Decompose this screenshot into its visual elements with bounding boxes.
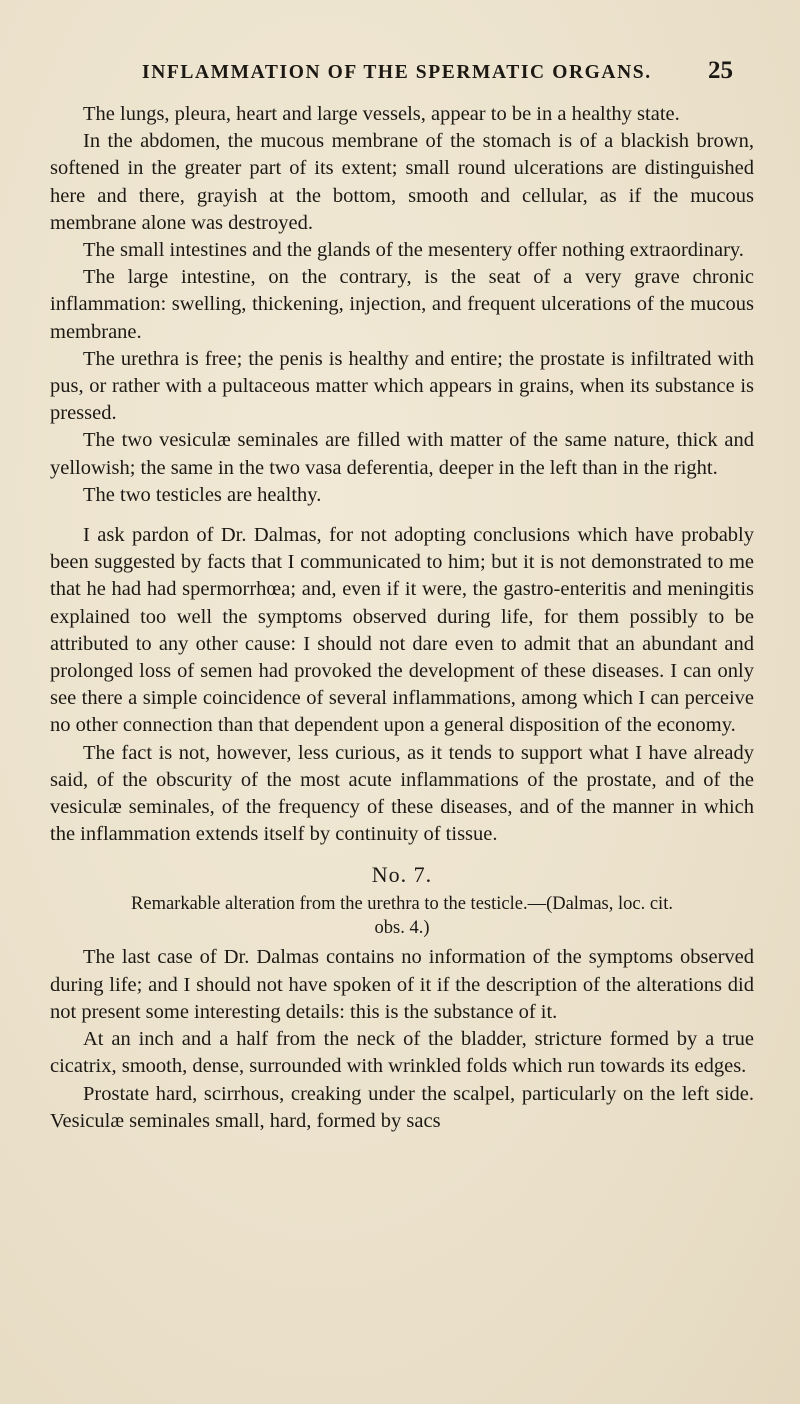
case-subtitle <box>50 892 754 940</box>
case-subtitle-line: Remarkable alteration from the urethra to the testicle.—(Dalmas, loc. cit. <box>131 894 673 915</box>
paragraph: The lungs, pleura, heart and large vessels, appear to be in a healthy state. <box>83 103 680 125</box>
paragraph: The large intestine, on the contrary, is the seat of a very grave chronic inflammation: swelling, thickening, injection, and frequent ulcerations of the mucous membrane. <box>50 266 754 343</box>
body-text <box>50 101 754 1135</box>
paragraph: The two testicles are healthy. <box>83 483 322 506</box>
paragraph: Prostate hard, scirrhous, creaking under the scalpel, particularly on the left side. Vesiculæ seminales small, hard, formed by sacs <box>50 1082 754 1132</box>
paragraph: The small intestines and the glands of the mesentery offer nothing extraordinary. <box>83 239 744 262</box>
paragraph: The last case of Dr. Dalmas contains no information of the symptoms observed during life; and I should not have spoken of it if the description of the alterations did not present some interesting details: this is the substance of it. <box>50 946 754 1023</box>
case-subtitle-line: obs. 4.) <box>374 918 430 939</box>
paragraph: The two vesiculæ seminales are filled with matter of the same nature, thick and yellowish; the same in the two vasa deferentia, deeper in the left than in the right. <box>50 429 754 479</box>
paragraph: The urethra is free; the penis is healthy and entire; the prostate is infiltrated with pus, or rather with a pultaceous matter which appears in grains, when its substance is pressed. <box>50 347 754 425</box>
page-number: 25 <box>708 57 733 84</box>
running-head: INFLAMMATION OF THE SPERMATIC ORGANS. <box>142 62 652 83</box>
paragraph: I ask pardon of Dr. Dalmas, for not adopting conclusions which have probably been suggested by facts that I communicated to him; but it is not demonstrated to me that he had had spermorrhœa; and, even if it were, the gastro-enteritis and meningitis explained too well the symptoms observed during life, for them possibly to be attributed to any other cause: I should not dare even to admit that an abundant and prolonged loss of semen had provoked the development of these diseases. I can only see there a simple coincidence of several inflammations, among which I can perceive no other connection than that dependent upon a general disposition of the economy. <box>50 524 754 737</box>
paragraph: The fact is not, however, less curious, as it tends to support what I have already said, of the obscurity of the most acute inflammations of the prostate, and of the vesiculæ seminales, of the frequency of these diseases, and of the manner in which the inflammation extends itself by continuity of tissue. <box>50 741 754 846</box>
paragraph: In the abdomen, the mucous membrane of the stomach is of a blackish brown, softened in the greater part of its extent; small round ulcerations are distinguished here and there, grayish at the bottom, smooth and cellular, as if the mucous membrane alone was destroyed. <box>50 130 754 234</box>
case-heading: No. 7. <box>371 862 433 888</box>
paragraph: At an inch and a half from the neck of the bladder, stricture formed by a true cicatrix, smooth, dense, surrounded with wrinkled folds which run towards its edges. <box>50 1028 754 1078</box>
